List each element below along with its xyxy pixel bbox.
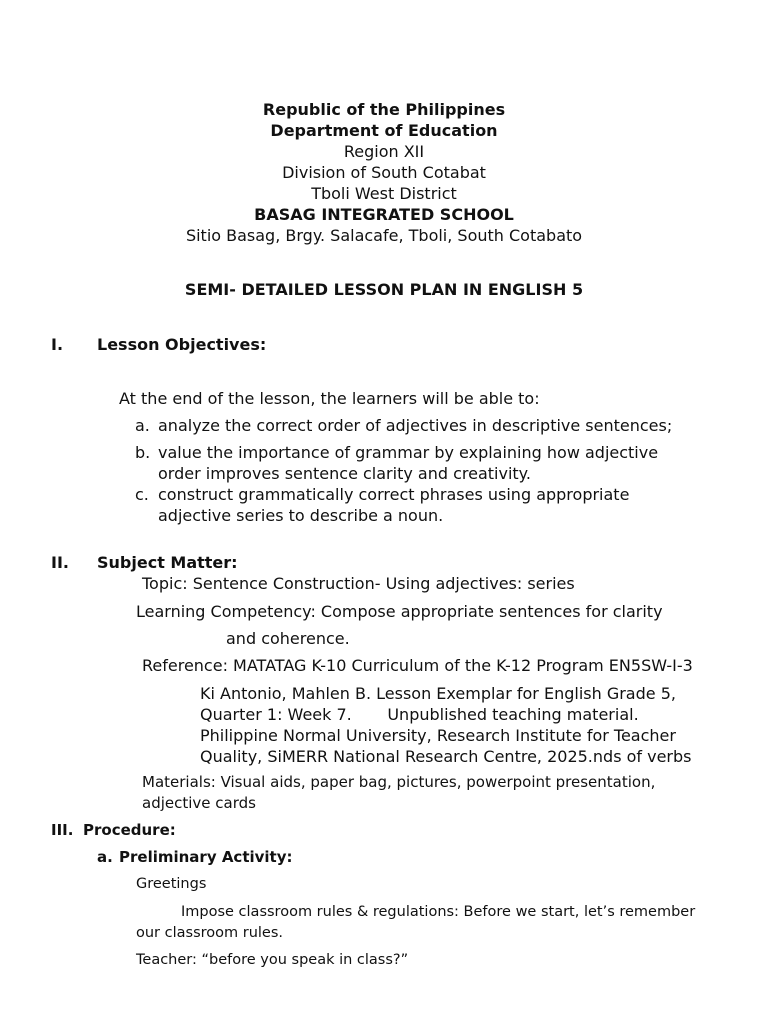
objective-a-marker: a.: [135, 416, 150, 435]
section3-heading: Procedure:: [83, 821, 176, 839]
objective-b-text-cont: order improves sentence clarity and creativity.: [158, 464, 531, 483]
objective-a-text: analyze the correct order of adjectives in descriptive sentences;: [158, 416, 673, 435]
section3-numeral: III.: [51, 821, 74, 839]
subsection-a-marker: a.: [97, 848, 113, 866]
document-title: SEMI- DETAILED LESSON PLAN IN ENGLISH 5: [184, 280, 584, 299]
header-department: Department of Education: [270, 121, 498, 140]
section1-numeral: I.: [51, 335, 64, 354]
reference-line: Reference: MATATAG K-10 Curriculum of the K-12 Program EN5SW-I-3: [142, 656, 693, 675]
rules-line-cont: our classroom rules.: [136, 925, 284, 941]
reference-citation-2: Quarter 1: Week 7. Unpublished teaching material.: [200, 705, 639, 724]
objective-c-text: construct grammatically correct phrases using appropriate: [158, 485, 630, 504]
competency-line-cont: and coherence.: [226, 629, 350, 648]
competency-line: Learning Competency: Compose appropriate sentences for clarity: [136, 602, 663, 621]
objective-c-marker: c.: [135, 485, 149, 504]
section1-heading: Lesson Objectives:: [97, 335, 267, 354]
header-school: BASAG INTEGRATED SCHOOL: [254, 205, 514, 224]
header-address: Sitio Basag, Brgy. Salacafe, Tboli, South Cotabato: [185, 226, 583, 245]
header-republic: Republic of the Philippines: [262, 100, 506, 119]
header-division: Division of South Cotabat: [282, 163, 486, 182]
header-district: Tboli West District: [311, 184, 457, 203]
header-region: Region XII: [343, 142, 425, 161]
materials-line: Materials: Visual aids, paper bag, pictures, powerpoint presentation,: [142, 773, 656, 791]
teacher-line: Teacher: “before you speak in class?”: [136, 952, 409, 968]
materials-line-cont: adjective cards: [142, 794, 256, 812]
section2-heading: Subject Matter:: [97, 553, 238, 572]
greetings-line: Greetings: [136, 876, 207, 892]
objective-b-text: value the importance of grammar by explaining how adjective: [158, 443, 659, 462]
reference-citation-4: Quality, SiMERR National Research Centre, 2025.nds of verbs: [200, 747, 692, 766]
subsection-a-heading: Preliminary Activity:: [119, 848, 293, 866]
objective-b-marker: b.: [135, 443, 151, 462]
rules-line: Impose classroom rules & regulations: Before we start, let’s remember: [181, 904, 696, 920]
section2-numeral: II.: [51, 553, 69, 572]
reference-citation-3: Philippine Normal University, Research Institute for Teacher: [200, 726, 676, 745]
objective-c-text-cont: adjective series to describe a noun.: [158, 506, 444, 525]
reference-citation-1: Ki Antonio, Mahlen B. Lesson Exemplar for English Grade 5,: [200, 684, 676, 703]
topic-line: Topic: Sentence Construction- Using adjectives: series: [142, 574, 575, 593]
objectives-intro: At the end of the lesson, the learners will be able to:: [119, 389, 540, 408]
